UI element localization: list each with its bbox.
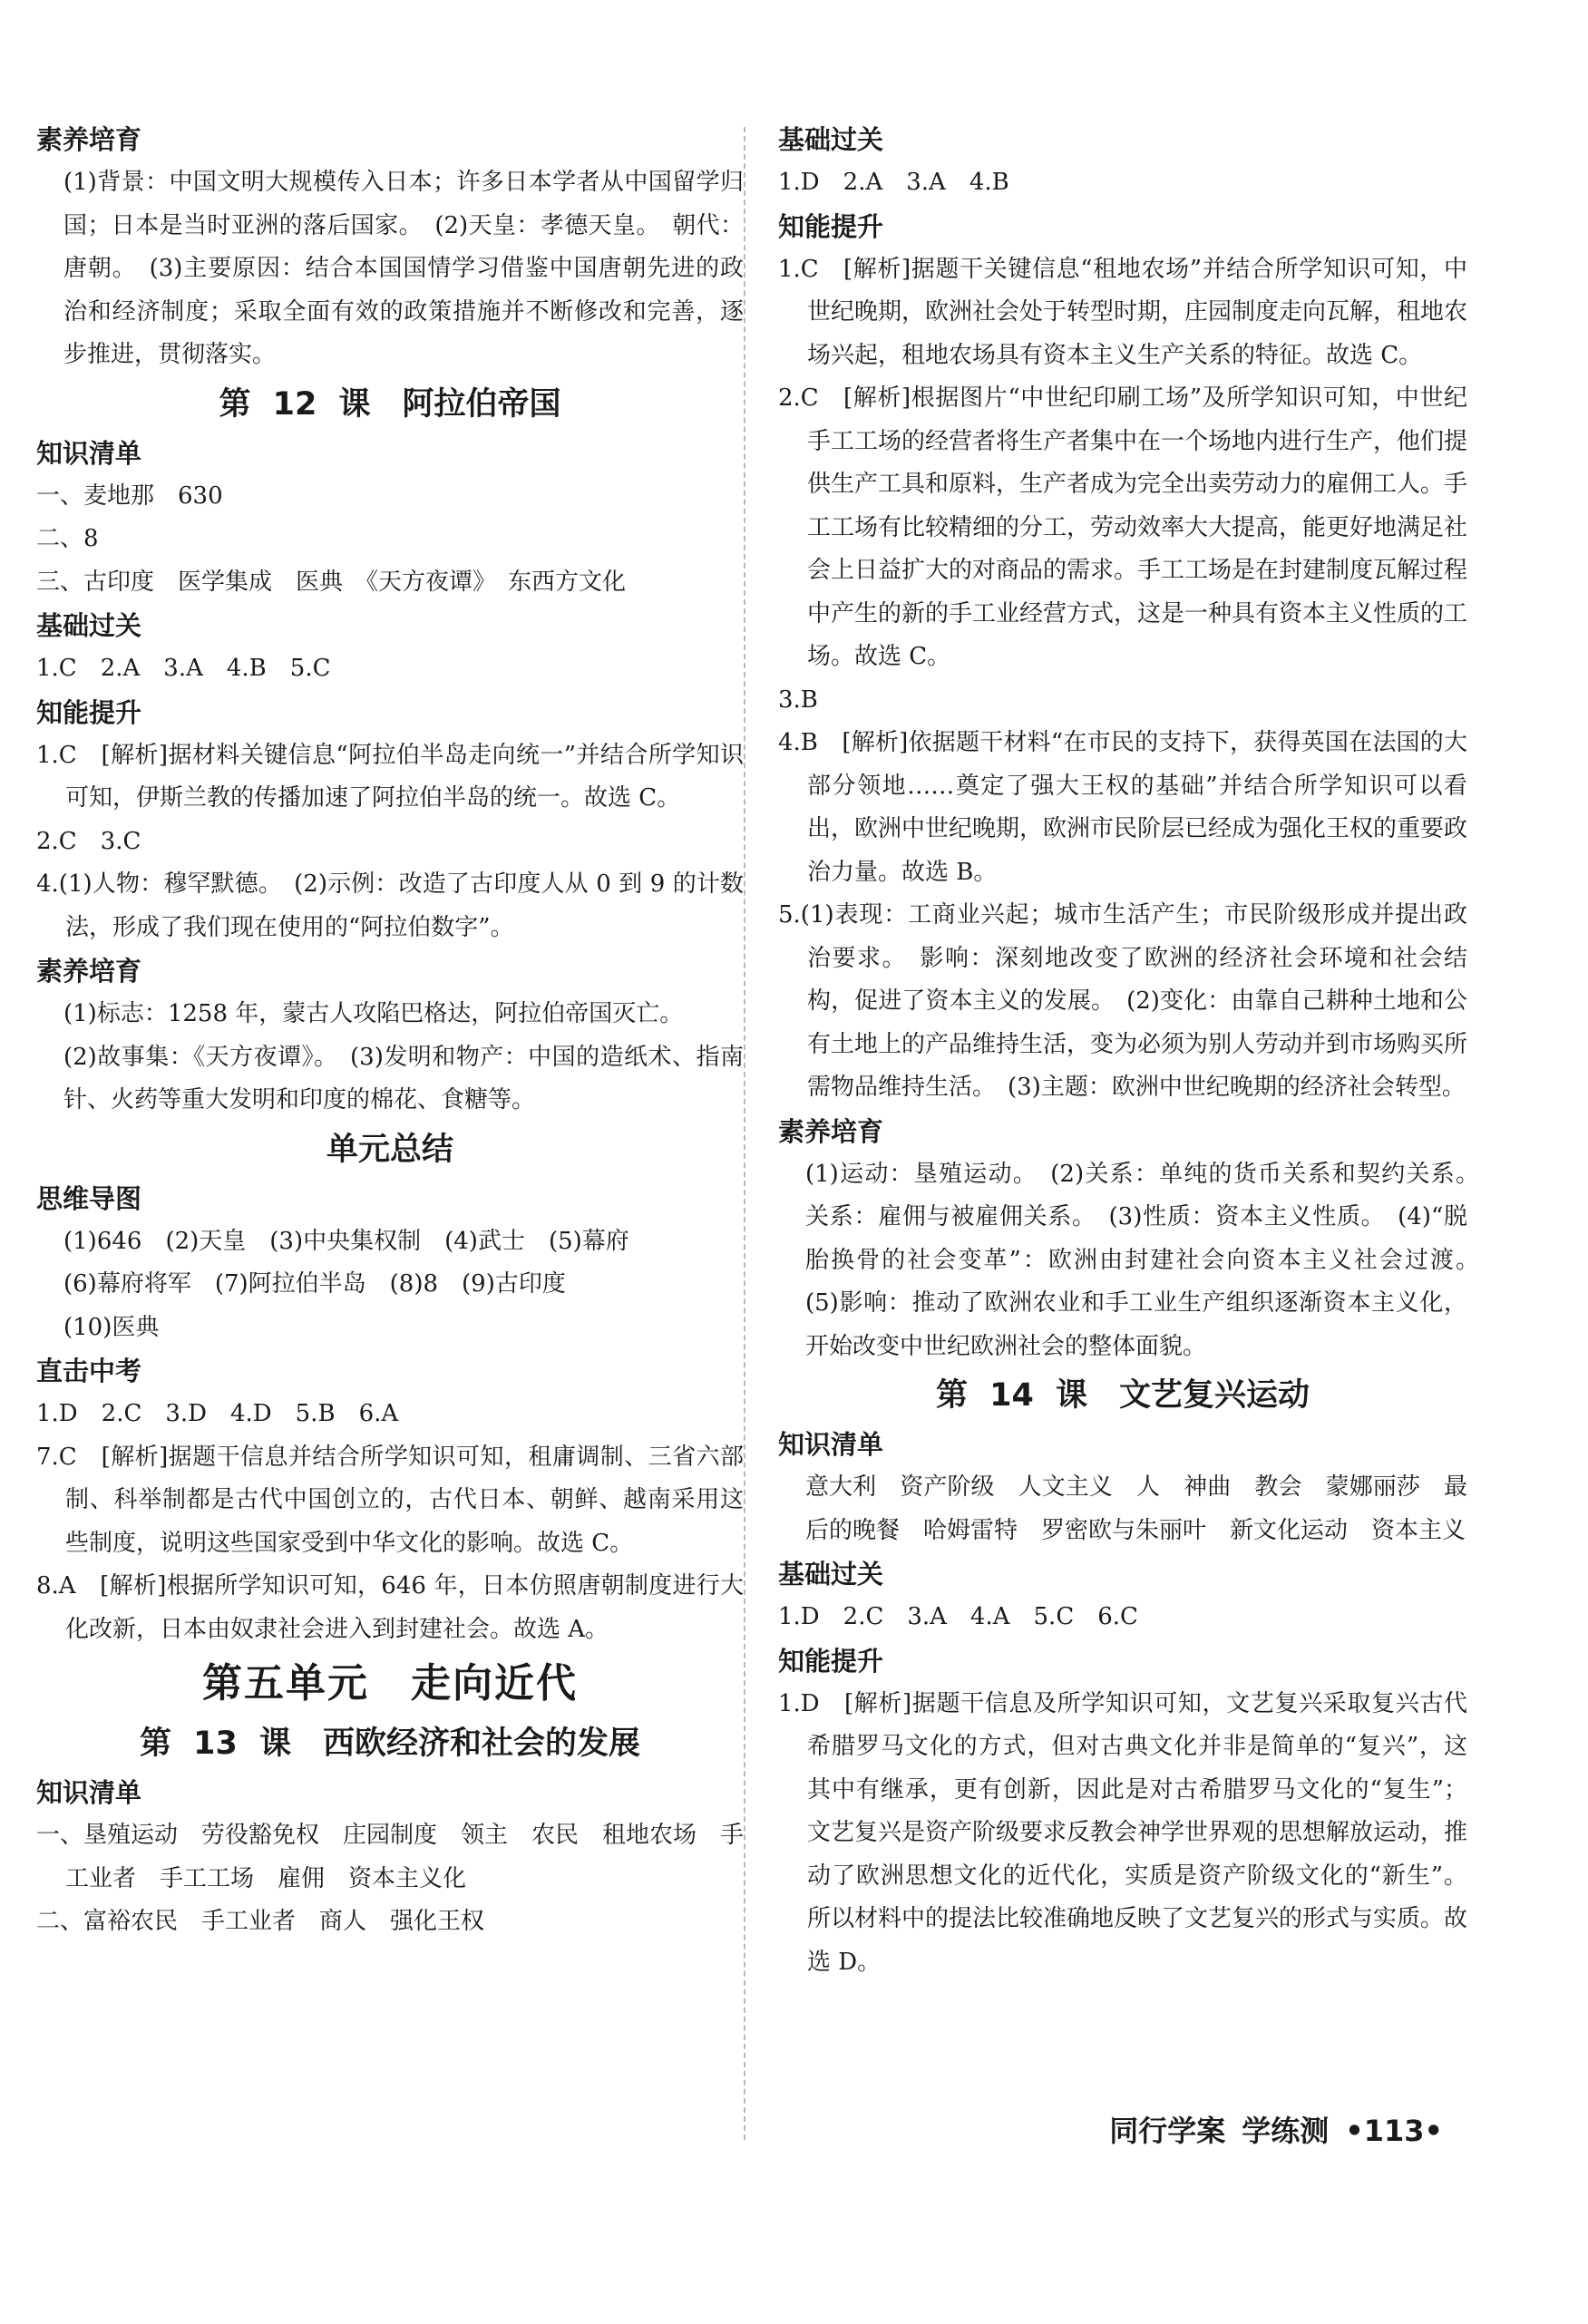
answer-line: 二、8 — [36, 525, 99, 552]
section-heading: 知能提升 — [36, 696, 142, 728]
lesson-title: 第 12 课 阿拉伯帝国 — [219, 385, 561, 423]
answer-line: 3.B — [778, 686, 818, 714]
answer-line: 4.(1)人物：穆罕默德。 (2)示例：改造了古印度人从 0 到 9 的计数法，形成了我们现在使用的“阿拉伯数字”。 — [36, 870, 744, 941]
answer-line: 一、垦殖运动 劳役豁免权 庄园制度 领主 农民 租地农场 手工业者 手工工场 雇佣 资本主义化 — [36, 1822, 745, 1892]
indented-paragraph: (1)运动：垦殖运动。 (2)关系：单纯的货币关系和契约关系。 关系：雇佣与被雇佣关系。 (3)性质：资本主义性质。 (4)“脱胎换骨的社会变革”：欧洲由封建社会向资本主义社会过渡。 (5)影响：推动了欧洲农业和手工业生产组织逐渐资本主义化，开始改变中世纪欧洲社会的整体面貌。 — [805, 1160, 1492, 1360]
answer-line: 1.D 2.C 3.D 4.D 5.B 6.A — [36, 1400, 399, 1427]
answer-line: 1.C 2.A 3.A 4.B 5.C — [36, 655, 331, 682]
answer-line: 三、古印度 医学集成 医典 《天方夜谭》 东西方文化 — [36, 568, 627, 596]
answer-line: 5.(1)表现：工商业兴起；城市生活产生；市民阶级形成并提出政治要求。 影响：深刻地改变了欧洲的经济社会环境和社会结构，促进了资本主义的发展。 (2)变化：由靠自己耕种土地和公有土地上的产品维持生活，变为必须为别人劳动并到市场购买所需物品维持生活。 (3)主题：欧洲中世纪晚期的经济社会转型。 — [778, 901, 1468, 1101]
indented-paragraph: (1)646 (2)天皇 (3)中央集权制 (4)武士 (5)幕府 — [63, 1227, 629, 1255]
answer-line: 1.D 2.C 3.A 4.A 5.C 6.C — [778, 1603, 1138, 1630]
indented-paragraph: (6)幕府将军 (7)阿拉伯半岛 (8)8 (9)古印度 — [63, 1270, 566, 1298]
section-heading: 素养培育 — [36, 124, 142, 155]
section-heading: 基础过关 — [778, 124, 884, 155]
section-heading: 素养培育 — [778, 1115, 884, 1147]
indented-paragraph: 意大利 资产阶级 人文主义 人 神曲 教会 蒙娜丽莎 最后的晚餐 哈姆雷特 罗密欧与朱丽叶 新文化运动 资本主义 — [805, 1473, 1467, 1544]
answer-line: 4.B [解析]依据题干材料“在市民的支持下，获得英国在法国的大部分领地……奠定了强大王权的基础”并结合所学知识可以看出，欧洲中世纪晚期，欧洲市民阶层已经成为强化王权的重要政治力量。故选 B。 — [778, 729, 1468, 886]
section-heading: 基础过关 — [778, 1559, 884, 1590]
section-heading: 基础过关 — [36, 610, 142, 641]
footer-subtitle: 学练测 — [1242, 2114, 1330, 2148]
section-heading: 知识清单 — [778, 1429, 884, 1460]
column-divider — [744, 127, 745, 2140]
lesson-title: 第 14 课 文艺复兴运动 — [935, 1377, 1310, 1414]
unit-title: 第五单元 走向近代 — [202, 1660, 578, 1707]
answer-line: 二、富裕农民 手工业者 商人 强化王权 — [36, 1908, 485, 1935]
indented-paragraph: (10)医典 — [63, 1313, 160, 1341]
section-heading: 素养培育 — [36, 956, 142, 987]
answer-line: 1.D [解析]据题干信息及所学知识可知，文艺复兴采取复兴古代希腊罗马文化的方式，但对古典文化并非是简单的“复兴”，这其中有继承，更有创新，因此是对古希腊罗马文化的“复生”；文艺复兴是资产阶级要求反教会神学世界观的思想解放运动，推动了欧洲思想文化的近代化，实质是资产阶级文化的“新生”。所以材料中的提法比较准确地反映了文艺复兴的形式与实质。故选 D。 — [778, 1689, 1468, 1976]
answer-line: 1.D 2.A 3.A 4.B — [778, 169, 1009, 196]
section-heading: 思维导图 — [36, 1182, 142, 1214]
section-heading: 知识清单 — [36, 1777, 142, 1808]
answer-line: 2.C [解析]根据图片“中世纪印刷工场”及所学知识可知，中世纪手工工场的经营者将生产者集中在一个场地内进行生产，他们提供生产工具和原料，生产者成为完全出卖劳动力的雇佣工人。手工工场有比较精细的分工，劳动效率大大提高，能更好地满足社会上日益扩大的对商品的需求。手工工场是在封建制度瓦解过程中产生的新的手工业经营方式，这是一种具有资本主义性质的工场。故选 C。 — [778, 384, 1468, 670]
answer-line: 1.C [解析]据题干关键信息“租地农场”并结合所学知识可知，中世纪晚期，欧洲社会处于转型时期，庄园制度走向瓦解，租地农场兴起，租地农场具有资本主义生产关系的特征。故选 C。 — [778, 255, 1468, 369]
lesson-title: 第 13 课 西欧经济和社会的发展 — [139, 1726, 641, 1762]
section-heading: 直击中考 — [36, 1356, 142, 1386]
indented-paragraph: (1)标志：1258 年，蒙古人攻陷巴格达，阿拉伯帝国灭亡。 — [63, 1000, 684, 1027]
section-heading: 知能提升 — [778, 1645, 884, 1677]
answer-line: 2.C 3.C — [36, 827, 141, 855]
right-column — [778, 118, 1492, 1984]
footer-brand: 同行学案 — [1109, 2114, 1226, 2148]
answer-line: 一、麦地那 630 — [36, 481, 223, 510]
indented-paragraph: (2)故事集：《天方夜谭》。 (3)发明和物产：中国的造纸术、指南针、火药等重大发明和印度的棉花、食糖等。 — [63, 1043, 744, 1113]
section-heading: 知识清单 — [36, 437, 142, 469]
left-column — [36, 118, 744, 1944]
page-number: •113• — [1345, 2114, 1443, 2148]
answer-line: 8.A [解析]根据所学知识可知，646 年，日本仿照唐朝制度进行大化改新，日本由奴隶社会进入到封建社会。故选 A。 — [36, 1572, 744, 1643]
indented-paragraph: (1)背景：中国文明大规模传入日本；许多日本学者从中国留学归国；日本是当时亚洲的落后国家。 (2)天皇：孝德天皇。 朝代：唐朝。 (3)主要原因：结合本国国情学习借鉴中国唐朝先进的政治和经济制度；采取全面有效的政策措施并不断修改和完善，逐步推进，贯彻落实。 — [63, 169, 744, 368]
page-footer — [1093, 2108, 1443, 2150]
answer-line: 7.C [解析]据题干信息并结合所学知识可知，租庸调制、三省六部制、科举制都是古代中国创立的，古代日本、朝鲜、越南采用这些制度，说明这些国家受到中华文化的影响。故选 C。 — [36, 1443, 744, 1557]
lesson-title: 单元总结 — [326, 1131, 453, 1168]
answer-line: 1.C [解析]据材料关键信息“阿拉伯半岛走向统一”并结合所学知识可知，伊斯兰教的传播加速了阿拉伯半岛的统一。故选 C。 — [36, 741, 744, 812]
section-heading: 知能提升 — [778, 210, 884, 242]
